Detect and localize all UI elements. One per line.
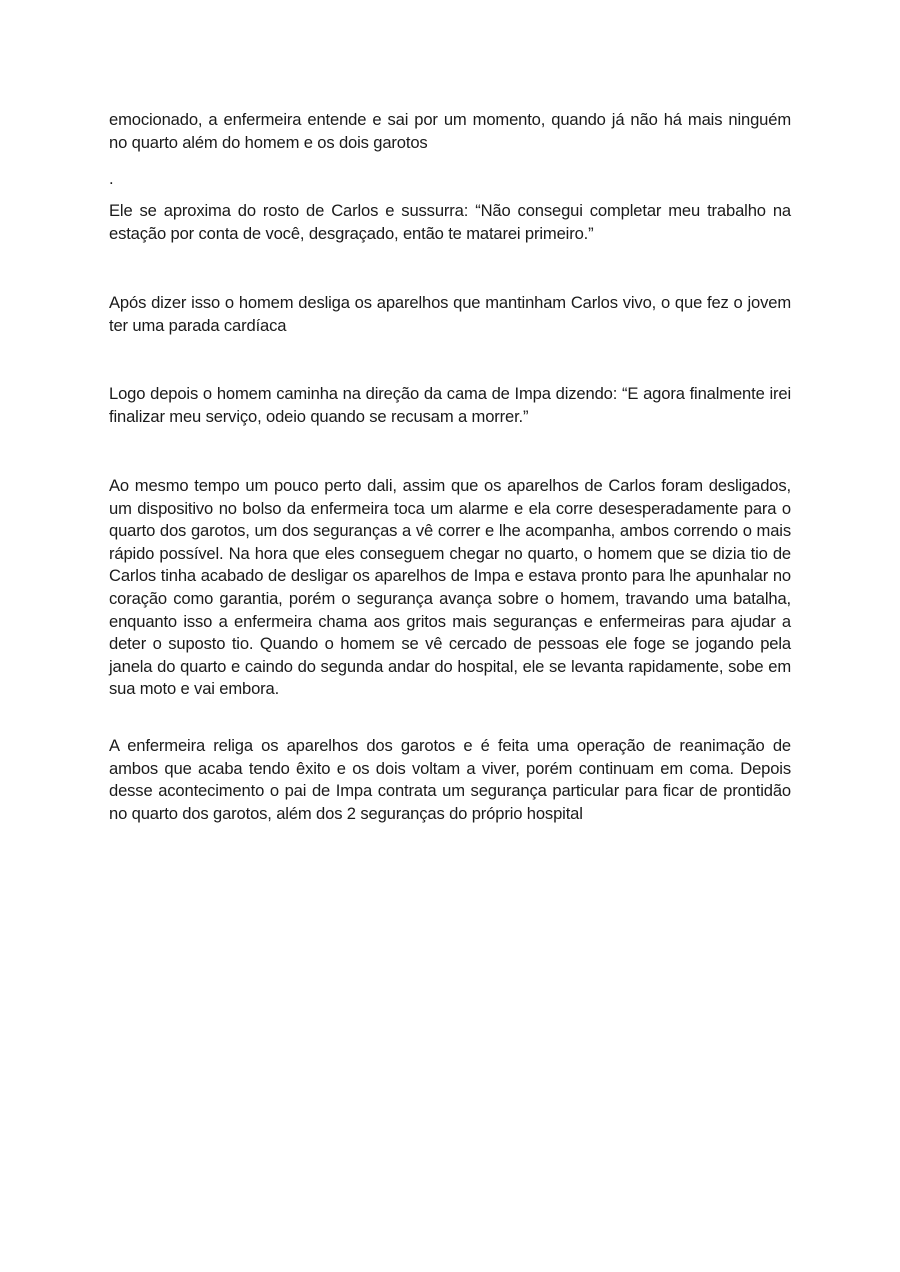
paragraph-impa-bed: Logo depois o homem caminha na direção da cama de Impa dizendo: “E agora finalmente irei finalizar meu serviço, odeio quando se recusam a morrer.” — [109, 384, 791, 426]
paragraph-nurse-leaves: emocionado, a enfermeira entende e sai por um momento, quando já não há mais ninguém no quarto além do homem e os dois garotos — [109, 110, 791, 152]
paragraph-disconnects: Após dizer isso o homem desliga os aparelhos que mantinham Carlos vivo, o que fez o jovem ter uma parada cardíaca — [109, 293, 791, 335]
paragraph-whisper: Ele se aproxima do rosto de Carlos e sussurra: “Não consegui completar meu trabalho na estação por conta de você, desgraçado, então te matarei primeiro.” — [109, 201, 791, 243]
paragraph-alarm-fight: Ao mesmo tempo um pouco perto dali, assim que os aparelhos de Carlos foram desligados, um dispositivo no bolso da enfermeira toca um alarme e ela corre desesperadamente para o quarto dos garotos, um dos seguranças a vê correr e lhe acompanha, ambos correndo o mais rápido possível. Na hora que eles conseguem chegar no quarto, o homem que se dizia tio de Carlos tinha acabado de desligar os aparelhos de Impa e estava pronto para lhe apunhalar no coração como garantia, porém o segurança avança sobre o homem, travando uma batalha, enquanto isso a enfermeira chama aos gritos mais seguranças e enfermeiras para ajudar a deter o suposto tio. Quando o homem se vê cercado de pessoas ele foge se jogando pela janela do quarto e caindo do segunda andar do hospital, ele se levanta rapidamente, sobe em sua moto e vai embora. — [109, 476, 791, 699]
paragraph-dot: . — [109, 169, 114, 188]
paragraph-reanimation: A enfermeira religa os aparelhos dos garotos e é feita uma operação de reanimação de ambos que acaba tendo êxito e os dois voltam a viver, porém continuam em coma. Depois desse acontecimento o pai de Impa contrata um segurança particular para ficar de prontidão no quarto dos garotos, além dos 2 seguranças do próprio hospital — [109, 736, 791, 823]
